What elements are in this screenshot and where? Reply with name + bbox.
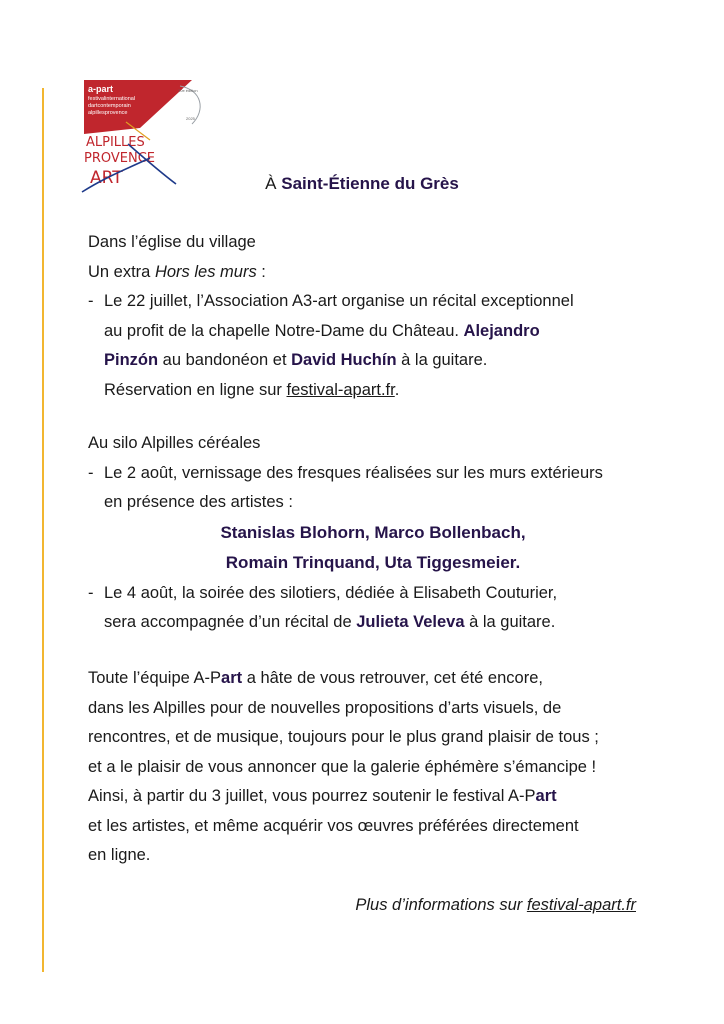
left-accent-rule bbox=[42, 88, 44, 972]
silo-section bbox=[88, 429, 658, 638]
list-item-silotiers: - Le 4 août, la soirée des silotiers, dédiée à Elisabeth Couturier, sera accompagnée d’un récital de Julieta Veleva à la guitare. bbox=[88, 579, 658, 638]
logo-line-2: festivalinternational bbox=[88, 96, 136, 102]
page-heading: À Saint-Étienne du Grès bbox=[265, 174, 459, 193]
heading-place: Saint-Étienne du Grès bbox=[281, 174, 459, 193]
logo-word-alpilles: ALPILLES bbox=[86, 135, 145, 150]
logo-edition: 10e édition bbox=[178, 88, 198, 93]
logo-line-3: dartcontemporain bbox=[88, 103, 131, 109]
church-extra: Un extra Hors les murs : bbox=[88, 262, 266, 281]
logo-line-1: a-part bbox=[88, 84, 114, 94]
bullet-dash: - bbox=[88, 583, 94, 602]
logo-word-provence: PROVENCE bbox=[84, 151, 155, 166]
church-intro: Dans l’église du village bbox=[88, 233, 256, 251]
logo-word-art: ART bbox=[90, 168, 123, 188]
closing-paragraph: Toute l’équipe A-Part a hâte de vous retrouver, cet été encore, dans les Alpilles pour de nouvelles propositions d’arts visuels, de rencontres, et de musique, toujours pour le plus grand plaisir de tous ; et a le plaisir de vous annoncer que la galerie éphémère s’émancipe ! Ainsi, à partir du 3 juillet, vous pourrez soutenir le festival A-Part et les artistes, et même acquérir vos œuvres préférées directement en ligne. bbox=[88, 669, 599, 864]
bullet-dash: - bbox=[88, 292, 94, 310]
list-item-recital: - Le 22 juillet, l’Association A3-art organise un récital exceptionnel au profit de la chapelle Notre-Dame du Château. Alejandro Pinzón au bandonéon et David Huchín à la guitare. Réservation en ligne sur festival-apart.fr. bbox=[88, 287, 658, 405]
logo-year: 2025 bbox=[186, 116, 195, 121]
festival-link[interactable]: festival-apart.fr bbox=[286, 380, 395, 399]
footer-festival-link[interactable]: festival-apart.fr bbox=[526, 896, 636, 914]
artists-line-1: Stanislas Blohorn, Marco Bollenbach, bbox=[220, 522, 526, 542]
bullet-dash: - bbox=[88, 463, 94, 482]
footer-info: Plus d’informations sur festival-apart.fr bbox=[355, 896, 636, 914]
artist-name: Pinzón bbox=[104, 351, 159, 369]
artist-name: David Huchín bbox=[291, 351, 397, 369]
list-item-vernissage: - Le 2 août, vernissage des fresques réalisées sur les murs extérieurs en présence des artistes : bbox=[88, 459, 658, 518]
silo-intro: Au silo Alpilles céréales bbox=[88, 434, 261, 452]
church-section bbox=[88, 228, 658, 405]
artist-name: Alejandro bbox=[463, 321, 540, 340]
artist-name: Julieta Veleva bbox=[356, 613, 465, 631]
logo-line-4: alpillesprovence bbox=[88, 110, 128, 116]
artists-line-2: Romain Trinquand, Uta Tiggesmeier. bbox=[225, 553, 521, 572]
